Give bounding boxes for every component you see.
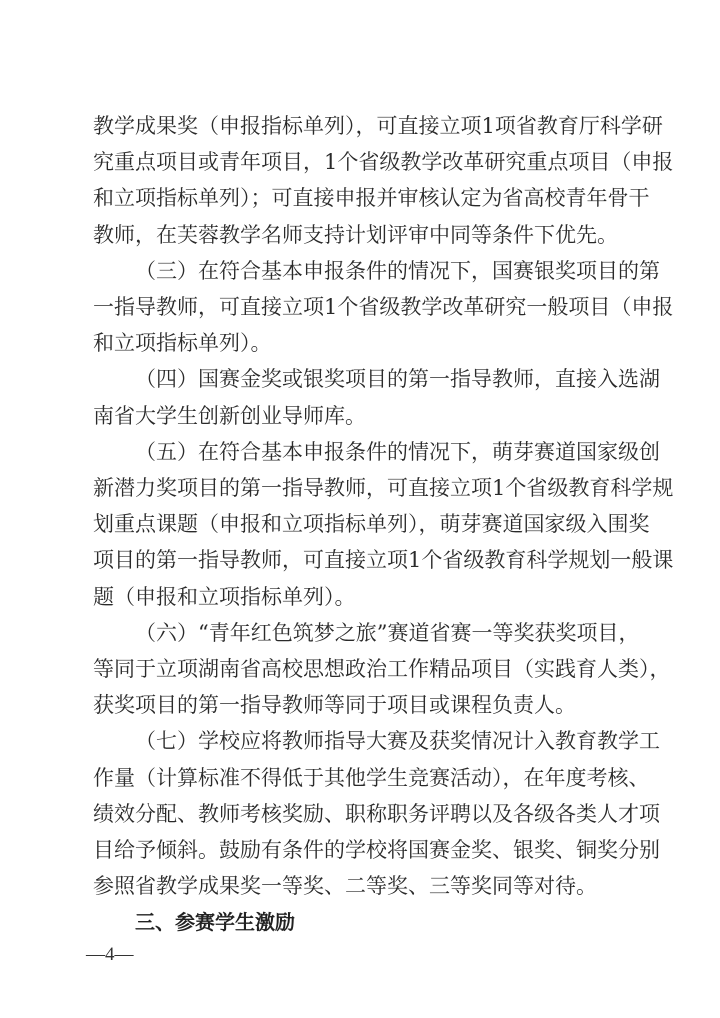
text-line: 目给予倾斜。鼓励有条件的学校将国赛金奖、银奖、铜奖分别 <box>93 838 660 863</box>
paragraph-continuation <box>93 108 674 253</box>
text-line: 南省大学生创新创业导师库。 <box>93 403 366 428</box>
section-heading: 三、参赛学生激励 <box>135 910 295 935</box>
document-body <box>93 108 674 941</box>
text-line: 等同于立项湖南省高校思想政治工作精品项目（实践育人类）， <box>93 657 671 682</box>
text-line: 获奖项目的第一指导教师等同于项目或课程负责人。 <box>93 693 576 718</box>
text-line: 一指导教师，可直接立项1个省级教学改革研究一般项目（申报 <box>93 295 674 320</box>
text-line: 参照省教学成果奖一等奖、二等奖、三等奖同等对待。 <box>93 874 597 899</box>
paragraph-item-6 <box>93 615 671 724</box>
page-number: —4— <box>86 944 134 965</box>
paragraph-item-4 <box>93 361 660 433</box>
text-line: （三）在符合基本申报条件的情况下，国赛银奖项目的第 <box>135 258 660 283</box>
text-line: 项目的第一指导教师，可直接立项1个省级教育科学规划一般课 <box>93 548 674 573</box>
text-line: 和立项指标单列）。 <box>93 331 272 356</box>
text-line: 绩效分配、教师考核奖励、职称职务评聘以及各级各类人才项 <box>93 801 660 826</box>
text-line: （六）“青年红色筑梦之旅”赛道省赛一等奖获奖项目， <box>135 620 640 645</box>
text-line: 作量（计算标准不得低于其他学生竞赛活动），在年度考核、 <box>93 765 650 790</box>
text-line: 划重点课题（申报和立项指标单列），萌芽赛道国家级入围奖 <box>93 512 650 537</box>
paragraph-item-5 <box>93 434 674 615</box>
text-line: （四）国赛金奖或银奖项目的第一指导教师，直接入选湖 <box>135 367 660 392</box>
text-line: 和立项指标单列）；可直接申报并审核认定为省高校青年骨干 <box>93 186 650 211</box>
text-line: 新潜力奖项目的第一指导教师，可直接立项1个省级教育科学规 <box>93 476 674 501</box>
text-line: 教师，在芙蓉教学名师支持计划评审中同等条件下优先。 <box>93 222 618 247</box>
paragraph-item-3 <box>93 253 674 362</box>
text-line: 教学成果奖（申报指标单列），可直接立项1项省教育厅科学研 <box>93 114 663 138</box>
paragraph-item-7 <box>93 723 660 904</box>
text-line: （七）学校应将教师指导大赛及获奖情况计入教育教学工 <box>135 729 660 754</box>
text-line: （五）在符合基本申报条件的情况下，萌芽赛道国家级创 <box>135 439 660 464</box>
text-line: 题（申报和立项指标单列）。 <box>93 584 356 609</box>
text-line: 究重点项目或青年项目，1个省级教学改革研究重点项目（申报 <box>93 150 674 175</box>
